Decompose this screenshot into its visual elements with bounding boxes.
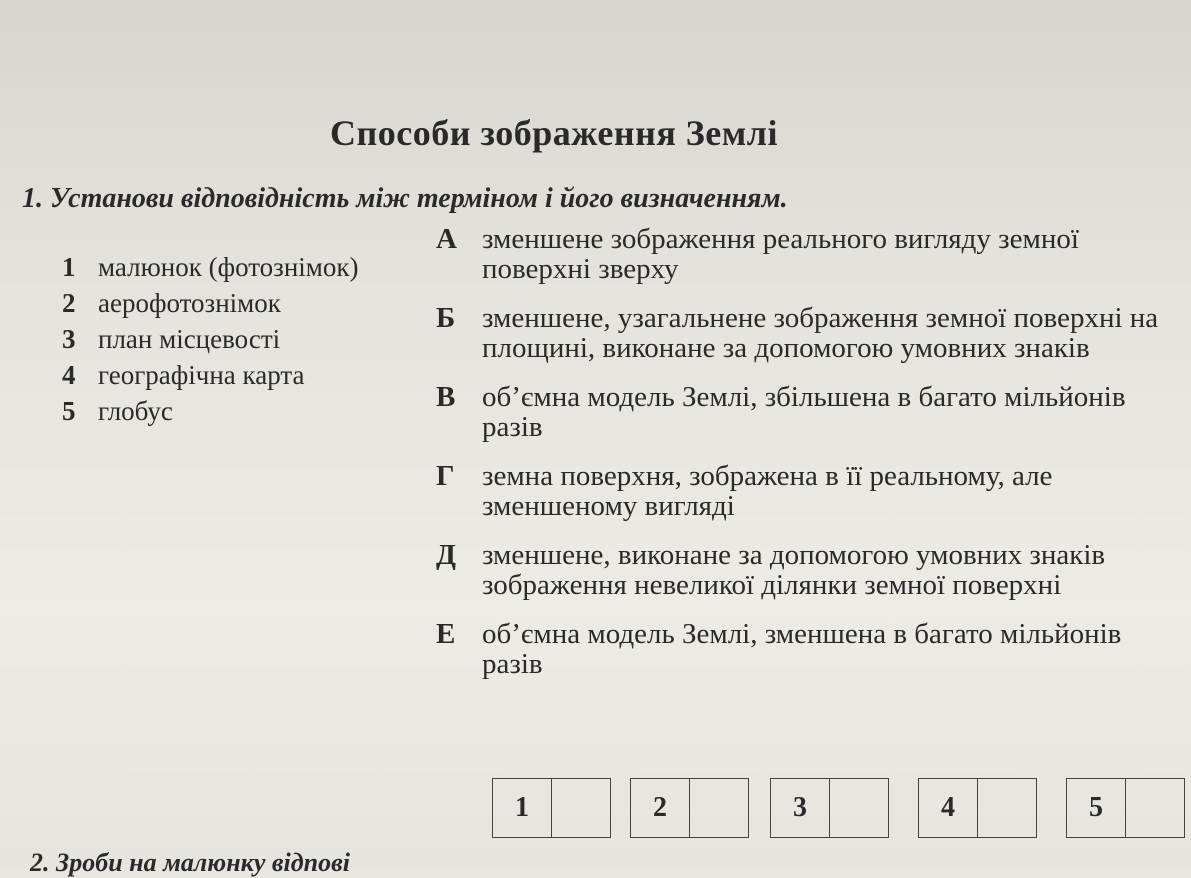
term-text: малюнок (фотознімок) <box>98 252 359 282</box>
term-item <box>62 396 422 426</box>
definition-item <box>436 303 1176 363</box>
definition-letter: А <box>436 223 457 255</box>
answer-number: 2 <box>631 779 690 837</box>
definitions-list <box>436 224 1176 698</box>
term-text: географічна карта <box>98 360 305 390</box>
definition-letter: В <box>436 381 456 413</box>
term-text: план місцевості <box>98 324 281 354</box>
task-1-instruction: 1. Установи відповідність між терміном і його визначенням. <box>22 183 788 214</box>
term-number: 1 <box>62 252 76 282</box>
definition-item <box>436 619 1176 679</box>
term-text: аерофотознімок <box>98 288 281 318</box>
terms-list <box>62 252 422 432</box>
definition-text: зменшене зображення реального вигляду земної поверхні зверху <box>482 223 1079 285</box>
term-text: глобус <box>98 396 173 426</box>
answer-box[interactable] <box>552 779 610 837</box>
definition-item <box>436 461 1176 521</box>
definition-text: зменшене, виконане за допомогою умовних знаків зображення невеликої ділянки земної поверхні <box>482 539 1106 601</box>
answer-number: 3 <box>771 779 830 837</box>
answer-box[interactable] <box>690 779 748 837</box>
answer-cell-pair <box>1066 778 1185 838</box>
term-item <box>62 288 422 318</box>
answer-box[interactable] <box>1126 779 1184 837</box>
term-number: 5 <box>62 396 76 426</box>
answer-number: 1 <box>493 779 552 837</box>
answer-cell-pair <box>492 778 611 838</box>
answer-cell-pair <box>918 778 1037 838</box>
answer-cell-pair <box>770 778 889 838</box>
definition-letter: Д <box>436 539 456 571</box>
answer-number: 4 <box>919 779 978 837</box>
answer-cell-pair <box>630 778 749 838</box>
definition-item <box>436 224 1176 284</box>
term-number: 4 <box>62 360 76 390</box>
definition-item <box>436 540 1176 600</box>
definition-item <box>436 382 1176 442</box>
definition-letter: Б <box>436 302 456 334</box>
definition-text: земна поверхня, зображена в її реальному, але зменшеному вигляді <box>482 460 1053 522</box>
task-2-instruction-partial: 2. Зроби на малюнку відпові <box>30 848 350 877</box>
definition-letter: Г <box>436 460 455 492</box>
term-item <box>62 252 422 282</box>
answer-number: 5 <box>1067 779 1126 837</box>
term-item <box>62 324 422 354</box>
definition-text: зменшене, узагальнене зображення земної поверхні на площині, виконане за допомогою умовних знаків <box>482 302 1159 364</box>
term-number: 3 <box>62 324 76 354</box>
definition-text: об’ємна модель Землі, зменшена в багато мільйонів разів <box>482 618 1122 680</box>
answer-box[interactable] <box>830 779 888 837</box>
definition-text: об’ємна модель Землі, збільшена в багато мільйонів разів <box>482 381 1126 443</box>
term-item <box>62 360 422 390</box>
page-title: Способи зображення Землі <box>330 113 779 153</box>
term-number: 2 <box>62 288 76 318</box>
definition-letter: Е <box>436 618 456 650</box>
answer-box[interactable] <box>978 779 1036 837</box>
